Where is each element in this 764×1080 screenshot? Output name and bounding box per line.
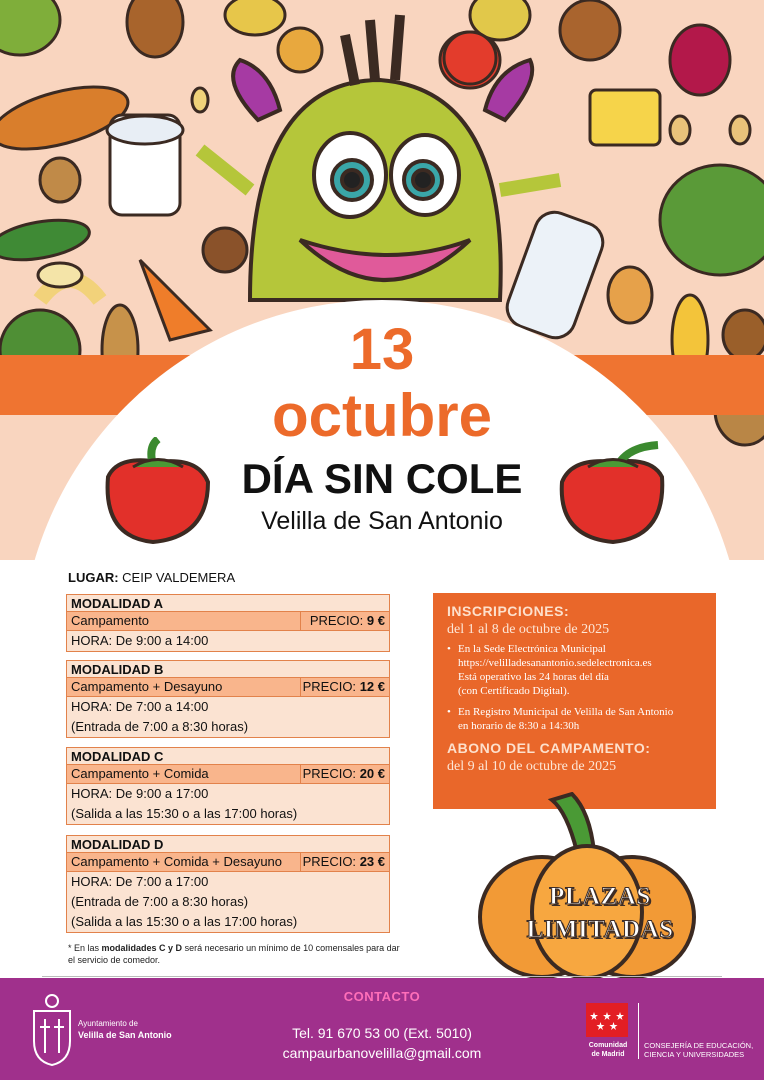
modalidad-b-option-row xyxy=(67,678,389,697)
payment-heading: ABONO DEL CAMPAMENTO: xyxy=(447,740,651,756)
venue-value: CEIP VALDEMERA xyxy=(122,570,236,585)
venue-label: LUGAR: xyxy=(68,570,119,585)
modalidad-c-option-row xyxy=(67,765,389,784)
event-place: Velilla de San Antonio xyxy=(261,507,503,535)
department-label: CONSEJERÍA DE EDUCACIÓN, CIENCIA Y UNIVERSIDADES xyxy=(644,1041,754,1059)
modalidad-a-option-row xyxy=(67,612,389,631)
event-month: octubre xyxy=(271,382,493,449)
modalidad-b-entry: (Entrada de 7:00 a 8:30 horas) xyxy=(71,719,249,734)
modalidad-c-hours: HORA: De 9:00 a 17:00 xyxy=(71,786,209,801)
town-hall-label: Ayuntamiento de xyxy=(78,1019,138,1028)
modalidad-a-box xyxy=(66,594,390,652)
comunidad-label: Comunidad de Madrid xyxy=(588,1042,628,1058)
logo-separator xyxy=(638,1003,639,1059)
coat-of-arms-icon xyxy=(30,993,74,1068)
footer-divider xyxy=(42,976,722,977)
registration-dates: del 1 al 8 de octubre de 2025 xyxy=(447,622,610,637)
registration-in-person: • En Registro Municipal de Velilla de San Antonio en horario de 8:30 a 14:30h xyxy=(447,705,704,733)
venue-line xyxy=(68,570,235,585)
modalidad-a-hours: HORA: De 9:00 a 14:00 xyxy=(71,633,209,648)
modalidad-d-option: Campamento + Comida + Desayuno xyxy=(67,853,301,871)
monster-character xyxy=(200,15,560,300)
contact-phone[interactable]: Tel. 91 670 53 00 (Ext. 5010) xyxy=(292,1025,472,1041)
registration-heading: INSCRIPCIONES: xyxy=(447,603,570,619)
modalidad-a-heading: MODALIDAD A xyxy=(67,595,389,612)
madrid-flag-icon xyxy=(586,1003,628,1037)
modalidad-d-price: PRECIO: 23 € xyxy=(302,854,385,869)
contact-email[interactable]: campaurbanovelilla@gmail.com xyxy=(282,1045,482,1061)
modalidad-d-heading: MODALIDAD D xyxy=(67,836,389,853)
registration-box xyxy=(433,593,716,809)
modalidad-b-box xyxy=(66,660,390,738)
modalidad-c-heading: MODALIDAD C xyxy=(67,748,389,765)
event-title: DÍA SIN COLE xyxy=(241,455,523,502)
meal-footnote: * En las modalidades C y D será necesario un mínimo de 10 comensales para dar el servicio de comedor. xyxy=(68,943,400,965)
registration-list xyxy=(447,642,704,733)
modalidad-a-option: Campamento xyxy=(67,612,301,630)
event-day: 13 xyxy=(349,317,415,382)
modalidad-a-price: PRECIO: 9 € xyxy=(309,613,385,628)
modalidad-d-option-row xyxy=(67,853,389,872)
registration-url[interactable]: https://velilladesanantonio.sedelectronica.es xyxy=(458,657,652,669)
modalidad-c-price: PRECIO: 20 € xyxy=(302,766,385,781)
modalidad-b-price: PRECIO: 12 € xyxy=(302,679,385,694)
modalidad-d-hours: HORA: De 7:00 a 17:00 xyxy=(71,874,209,889)
town-hall-name: Velilla de San Antonio xyxy=(78,1030,172,1040)
registration-online: • En la Sede Electrónica Municipal https://velilladesanantonio.sedelectronica.es Está operativo las 24 horas del día (con Certificado Digital). xyxy=(447,642,704,698)
modalidad-b-heading: MODALIDAD B xyxy=(67,661,389,678)
modalidad-c-option: Campamento + Comida xyxy=(67,765,301,783)
modalidad-c-exit: (Salida a las 15:30 o a las 17:00 horas) xyxy=(71,806,298,821)
contact-heading: CONTACTO xyxy=(343,989,421,1004)
modalidad-d-exit: (Salida a las 15:30 o a las 17:00 horas) xyxy=(71,914,298,929)
modalidad-c-box xyxy=(66,747,390,825)
modalidad-d-entry: (Entrada de 7:00 a 8:30 horas) xyxy=(71,894,249,909)
limited-places-badge: PLAZAS LIMITADAS xyxy=(526,883,674,943)
comunidad-madrid-logo xyxy=(582,1003,758,1065)
payment-dates: del 9 al 10 de octubre de 2025 xyxy=(447,759,617,774)
modalidad-b-option: Campamento + Desayuno xyxy=(67,678,301,696)
modalidad-d-box xyxy=(66,835,390,933)
modalidad-b-hours: HORA: De 7:00 a 14:00 xyxy=(71,699,209,714)
town-hall-logo xyxy=(30,993,220,1068)
